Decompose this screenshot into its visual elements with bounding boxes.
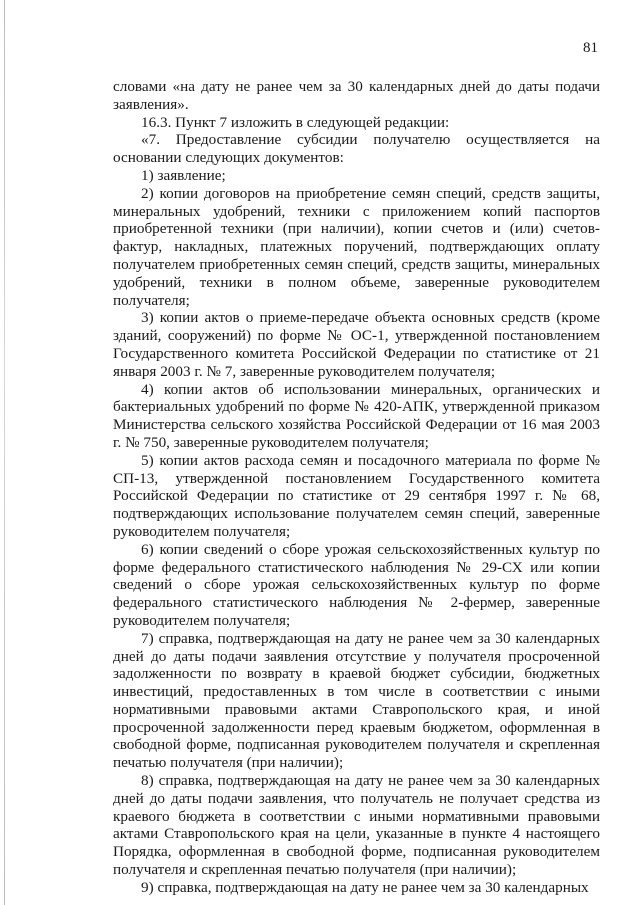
paragraph: 16.3. Пункт 7 изложить в следующей редакции:	[141, 113, 450, 131]
paragraph: 5) копии актов расхода семян и посадочного материала по форме № СП-13, утвержденной постановлением Государственного комитета Российской Федерации по статистике от 29 сентября 1997 г. № 68, подтверждающих использование получателем семян специй, заверенные руководителем получателя;	[113, 451, 600, 540]
paragraph: 9) справка, подтверждающая на дату не ранее чем за 30 календарных	[141, 878, 589, 896]
page-edge	[4, 0, 5, 905]
document-body	[113, 78, 600, 897]
paragraph: 7) справка, подтверждающая на дату не ранее чем за 30 календарных дней до даты подачи заявления отсутствие у получателя просроченной задолженности по возврату в краевой бюджет субсидии, бюджетных инвестиций, предоставленных в том числе в соответствии с иными нормативными правовыми актами Ставропольского края, и иной просроченной задолженности перед краевым бюджетом, оформленная в свободной форме, подписанная руководителем получателя и скрепленная печатью получателя (при наличии);	[113, 629, 600, 772]
page-number: 81	[583, 40, 598, 56]
paragraph: словами «на дату не ранее чем за 30 календарных дней до даты подачи заявления».	[113, 78, 600, 113]
paragraph: 2) копии договоров на приобретение семян специй, средств защиты, минеральных удобрений, техники с приложением копий паспортов приобретенной техники (при наличии), копии счетов и (или) счетов-фактур, накладных, платежных поручений, подтверждающих оплату получателем приобретенных семян специй, средств защиты, минеральных удобрений, техники в полном объеме, заверенные руководителем получателя;	[113, 184, 600, 309]
paragraph: 8) справка, подтверждающая на дату не ранее чем за 30 календарных дней до даты подачи заявления, что получатель не получает средства из краевого бюджета в соответствии с иными нормативными правовыми актами Ставропольского края на цели, указанные в пункте 4 настоящего Порядка, оформленная в свободной форме, подписанная руководителем получателя и скрепленная печатью получателя (при наличии);	[113, 772, 600, 879]
paragraph: 6) копии сведений о сборе урожая сельскохозяйственных культур по форме федерального статистического наблюдения № 29-СХ или копии сведений о сборе урожая сельскохозяйственных культур по форме федерального статистического наблюдения № 2-фермер, заверенные руководителем получателя;	[113, 540, 600, 629]
paragraph: «7. Предоставление субсидии получателю осуществляется на основании следующих документов:	[113, 131, 600, 167]
paragraph: 4) копии актов об использовании минеральных, органических и бактериальных удобрений по форме № 420-АПК, утвержденной приказом Министерства сельского хозяйства Российской Федерации от 16 мая 2003 г. № 750, заверенные руководителем получателя;	[113, 380, 600, 451]
paragraph: 3) копии актов о приеме-передаче объекта основных средств (кроме зданий, сооружений) по форме № ОС-1, утвержденной постановлением Государственного комитета Российской Федерации по статистике от 21 января 2003 г. № 7, заверенные руководителем получателя;	[113, 309, 600, 380]
paragraph: 1) заявление;	[141, 166, 226, 184]
